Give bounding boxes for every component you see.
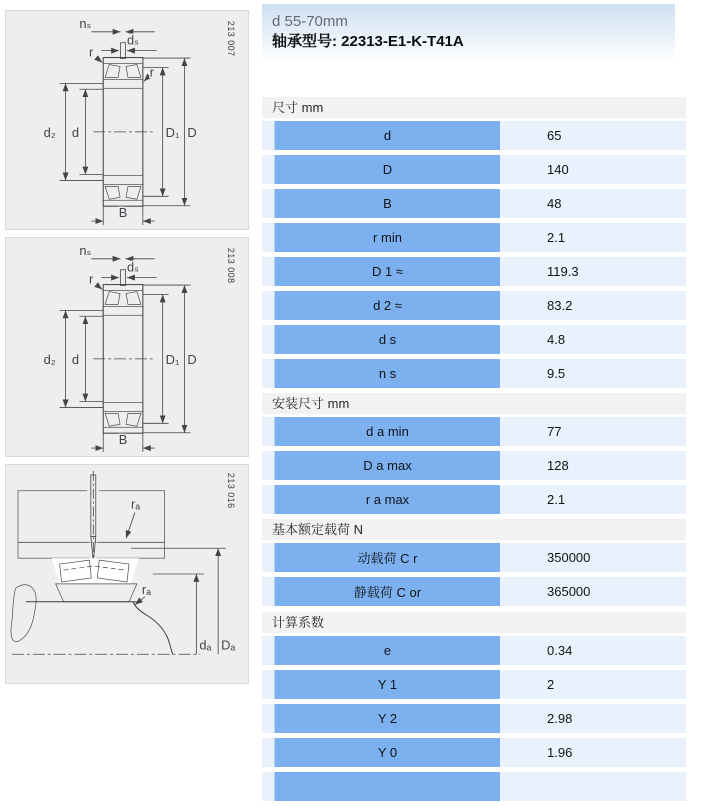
mounting-drawing-svg [6,465,248,683]
dim-label-ra-top: rₐ [130,496,141,512]
row-label: B [383,196,392,211]
size-range: d 55-70mm [272,13,348,30]
table-row [262,417,686,446]
roller-bottom-right [126,186,141,199]
row-label-cell [274,772,500,801]
inner-ring-section [56,584,137,602]
page-header [262,4,675,62]
row-value: 2.1 [547,230,566,245]
row-label: d [383,128,392,143]
section-header: 基本额定载荷 N [262,519,686,540]
dim-label-d2: d₂ [43,124,56,140]
dim-label-d: d [71,124,80,140]
row-label: D a max [363,458,412,473]
row-value: 77 [547,424,562,439]
row-label: Y 0 [377,745,398,760]
row-value: 119.3 [547,264,579,279]
section-header: 计算系数 [262,612,686,633]
table-row [262,223,686,252]
row-label-cell [274,485,500,514]
section-header: 尺寸 mm [262,97,686,118]
row-label-cell [274,325,500,354]
dim-label-d: d [71,351,80,367]
row-value: 1.96 [547,745,573,760]
row-value: 83.2 [547,298,573,313]
row-label: d s [378,332,397,347]
row-value: 365000 [547,584,591,599]
row-label-cell [274,577,500,606]
row-value: 9.5 [547,366,566,381]
section-header: 安装尺寸 mm [262,393,686,414]
row-label-cell [274,738,500,767]
row-label-cell [274,543,500,572]
dim-label-ns: nₛ [79,15,92,31]
shaft-end-section [11,585,36,642]
row-value: 48 [547,196,562,211]
row-label-cell [274,291,500,320]
dim-label-D: D [187,124,197,140]
row-value: 140 [547,162,569,177]
row-value: 128 [547,458,569,473]
spec-table [262,97,686,806]
row-label: n s [378,366,397,381]
table-row [262,189,686,218]
row-value: 65 [547,128,562,143]
row-label: 动载荷 C r [357,551,418,566]
table-row [262,359,686,388]
table-row [262,257,686,286]
roller-top-right [126,65,141,78]
dim-label-r: r [89,271,94,287]
row-label-cell [274,189,500,218]
roller-top-left [105,65,120,78]
row-label-cell [274,359,500,388]
lock-pin [121,43,126,59]
row-value: 2.98 [547,711,573,726]
table-row [262,291,686,320]
table-row [262,451,686,480]
row-label: d a min [366,424,409,439]
table-row-partial [262,772,686,801]
table-row [262,704,686,733]
row-label-cell [274,257,500,286]
row-label-cell [274,704,500,733]
bearing-drawing-svg [6,238,248,456]
dim-label-B: B [118,432,128,448]
bearing-cross-section-drawing-2 [5,237,249,457]
table-row [262,738,686,767]
figure-id: 213 016 [226,472,237,509]
row-value: 2.1 [547,492,566,507]
row-label: D 1 ≈ [372,264,403,279]
row-value: 2 [547,677,555,692]
dim-label-r-inner: r [149,64,155,80]
table-row [262,485,686,514]
table-row [262,121,686,150]
row-label-cell [274,417,500,446]
shaft-shoulder [133,602,173,655]
dim-label-B: B [118,205,128,221]
dim-label-d2: d₂ [43,351,56,367]
bearing-mounting-drawing [5,464,249,684]
dim-label-ns: nₛ [79,242,92,258]
table-row [262,543,686,572]
row-label-cell [274,223,500,252]
row-value: 0.34 [547,643,573,658]
row-value: 350000 [547,550,591,565]
row-label: r min [373,230,402,245]
bearing-cross-section-drawing-1 [5,10,249,230]
table-row [262,636,686,665]
row-label-cell [274,451,500,480]
dim-label-D: D [187,351,197,367]
bearing-drawing-svg [6,11,248,229]
roller-top-left [105,292,120,305]
row-label: D [382,162,393,177]
row-label: Y 2 [377,711,398,726]
figure-id: 213 008 [226,247,237,284]
roller-bottom-left [105,186,120,199]
row-label: e [383,643,392,658]
dim-label-D1: D₁ [165,351,180,367]
row-label: r a max [365,492,410,507]
bearing-model-title: 轴承型号: 22313-E1-K-T41A [272,33,464,50]
roller-bottom-left [105,413,120,426]
row-label-cell [274,670,500,699]
lock-pin [121,270,126,286]
dim-label-ds: dₛ [126,259,139,275]
dim-label-ds: dₛ [126,32,139,48]
table-row [262,577,686,606]
row-label: Y 1 [377,677,398,692]
row-label: 静载荷 C or [353,585,422,600]
row-value: 4.8 [547,332,566,347]
dim-label-da: dₐ [199,637,212,653]
roller-bottom-right [126,413,141,426]
roller-top-right [126,292,141,305]
row-label-cell [274,121,500,150]
figure-id: 213 007 [226,20,237,57]
dim-label-Da: Dₐ [221,637,236,653]
dim-label-D1: D₁ [165,124,180,140]
dim-label-ra-bottom: rₐ [141,581,151,597]
row-label-cell [274,155,500,184]
table-row [262,670,686,699]
dim-label-r: r [89,44,94,60]
table-row [262,325,686,354]
row-label-cell [274,636,500,665]
table-row [262,155,686,184]
row-label: d 2 ≈ [373,298,402,313]
